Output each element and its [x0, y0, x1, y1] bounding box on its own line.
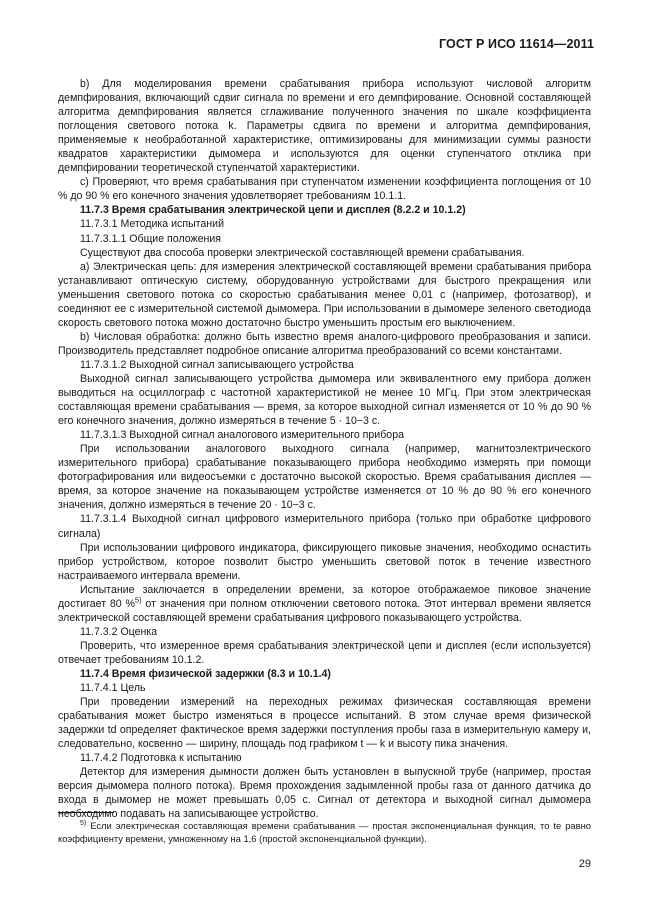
footnote-marker: 5): [80, 819, 87, 827]
document-body: [58, 77, 591, 821]
paragraph-test-peak-value-part1: Испытание заключается в определении времени, за которое отображаемое пиковое значение достигает 80 %: [58, 583, 591, 610]
section-heading-11-7-4: 11.7.4 Время физической задержки (8.3 и 10.1.4): [80, 667, 331, 680]
paragraph-evaluation: Проверить, что измеренное время срабатывания электрической цепи и дисплея (если используется) отвечает требованиям 10.1.2.: [58, 639, 591, 666]
footnote-paragraph: [58, 819, 591, 845]
paragraph-b-numeric-processing: b) Числовая обработка: должно быть известно время аналого-цифрового преобразования и записи. Производитель представляет подробное описание алгоритма преобразований со всеми константами.: [58, 330, 591, 357]
subsection-heading-11-7-3-2: 11.7.3.2 Оценка: [80, 625, 158, 638]
paragraph-b-damping: b) Для моделирования времени срабатывания прибора используют числовой алгоритм демпфирования, включающий сдвиг сигнала по времени и его демпфирование. Основной составляющей алгоритма демпфирования является сглаживание полученного значения по шкале коэффициента поглощения светового потока k. Параметры сдвига по времени и алгоритма демпфирования, применяемые к необработанной характеристике, оптимизированы для минимизации суммы разности квадратов характеристики дымомера и используются для оценки ступенчатого отклика при демпфировании теоретической ступенчатой характеристики.: [58, 78, 591, 175]
paragraph-test-peak-value: [58, 583, 591, 625]
paragraph-digital-indicator: При использовании цифрового индикатора, фиксирующего пиковые значения, необходимо оснастить прибор устройством, которое позволит быстро уменьшить световой поток в течение известного настраиваемого интервала времени.: [58, 541, 591, 582]
footnote-text: Если электрическая составляющая времени срабатывания — простая экспоненциальная функция, то te равно коэффициенту времени, умноженному на 1,6 (простой экспоненциальной функции).: [58, 820, 591, 844]
subsection-heading-11-7-3-1-4: 11.7.3.1.4 Выходной сигнал цифрового измерительного прибора (только при обработке цифрового сигнала): [58, 513, 591, 540]
paragraph-c-check: c) Проверяют, что время срабатывания при ступенчатом изменении коэффициента поглощения от 10 % до 90 % его конечного значения удовлетворяет требованиям 10.1.1.: [58, 176, 591, 203]
subsection-heading-11-7-3-1-3: 11.7.3.1.3 Выходной сигнал аналогового измерительного прибора: [80, 429, 404, 442]
page-number: 29: [578, 858, 591, 870]
subsection-heading-11-7-4-2: 11.7.4.2 Подготовка к испытанию: [80, 752, 242, 765]
footnote-divider: [58, 812, 114, 813]
subsection-heading-11-7-3-1: 11.7.3.1 Методика испытаний: [80, 218, 224, 231]
subsection-heading-11-7-3-1-1: 11.7.3.1.1 Общие положения: [80, 232, 222, 245]
paragraph-recorder-output: Выходной сигнал записывающего устройства дымомера или эквивалентного ему прибора должен выводиться на осциллограф с частотной характеристикой не менее 10 МГц. При этом электрическая составляющая времени срабатывания — время, за которое выходной сигнал изменяется от 10 % до 90 % его конечного значения, должно измеряться в течение 5 · 10−3 с.: [58, 372, 591, 428]
paragraph-analog-output: При использовании аналогового выходного сигнала (например, магнитоэлектрического измерительного прибора) срабатывание показывающего прибора необходимо измерять при помощи фотографирования или видеосъемки с достаточно высокой скоростью. Время срабатывания дисплея — время, за которое значение на показывающем устройстве изменяется от 10 % до 90 % его конечного значения, должно измеряться в течение 20 · 10−3 с.: [58, 443, 591, 512]
subsection-heading-11-7-4-1: 11.7.4.1 Цель: [80, 682, 146, 695]
paragraph-two-methods: Существуют два способа проверки электрической составляющей времени срабатывания.: [80, 246, 525, 259]
paragraph-a-electric-circuit: а) Электрическая цепь: для измерения электрической составляющей времени срабатывания прибора устанавливают оптическую систему, оборудованную устройствами для быстрого прекращения или уменьшения светового потока со скоростью срабатывания менее 0,01 с (например, фотозатвор), и соединяют ее с измерительной системой дымомера. При использовании в дымомере зеленого светодиода скорость светового потока можно достаточно быстро уменьшить простым его выключением.: [58, 260, 591, 329]
subsection-heading-11-7-3-1-2: 11.7.3.1.2 Выходной сигнал записывающего устройства: [80, 358, 354, 371]
paragraph-preparation: Детектор для измерения дымности должен быть установлен в выпускной трубе (например, простая версия дымомера полного потока). Время прохождения задымленной пробы газа от данного датчика до входа в дымомер не может превышать 0,05 с. Сигнал от детектора и выходной сигнал дымомера необходимо подавать на записывающее устройство.: [58, 766, 591, 821]
paragraph-purpose: При проведении измерений на переходных режимах физическая составляющая времени срабатывания может быстро изменяться в процессе испытаний. В этом случае время физической задержки td определяет фактическое время задержки поступления пробы газа в измерительную камеру и, следовательно, косвенно — ширину, площадь под графиком t — k и высоту пика значения.: [58, 696, 591, 751]
footnote-reference: 5): [134, 595, 142, 605]
section-heading-11-7-3: 11.7.3 Время срабатывания электрической цепи и дисплея (8.2.2 и 10.1.2): [80, 204, 466, 217]
footnote: [58, 819, 591, 845]
paragraph-test-peak-value-part2: от значения при полном отключении светового потока. Этот интервал времени является электрической составляющей времени срабатывания цифрового показывающего устройства.: [58, 597, 591, 624]
standard-header: ГОСТ Р ИСО 11614—2011: [439, 37, 594, 51]
